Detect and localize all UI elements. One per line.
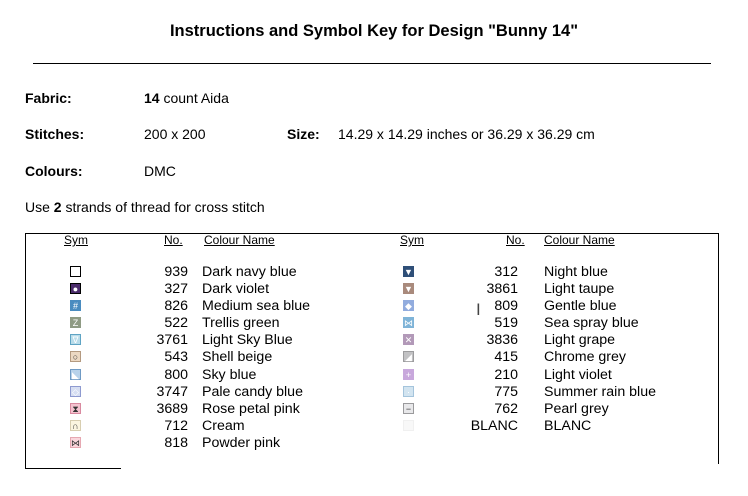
colour-row	[70, 298, 370, 315]
size-label: Size:	[287, 126, 320, 142]
colour-row	[403, 264, 713, 281]
stitch-symbol-icon	[70, 300, 81, 311]
page-title: Instructions and Symbol Key for Design "Bunny 14"	[169, 22, 579, 40]
colour-number: 3836	[486, 332, 518, 349]
colour-row	[403, 281, 713, 298]
colour-name: Pearl grey	[544, 400, 609, 417]
colour-row	[403, 401, 713, 418]
colour-name: Dark navy blue	[202, 264, 297, 280]
stitch-symbol-glyph: ●	[72, 284, 79, 295]
stitches-value: 200 x 200	[144, 126, 206, 142]
key-frame-right	[718, 233, 719, 464]
left-header-sym: Sym	[64, 233, 88, 247]
stitch-symbol-icon	[403, 403, 414, 414]
colour-number: 3761	[156, 332, 188, 349]
stitch-symbol-glyph: Z	[72, 318, 79, 329]
colour-row	[403, 349, 713, 366]
stitch-symbol-glyph: +	[405, 369, 412, 380]
fabric-text: count Aida	[163, 90, 229, 106]
colour-name: Sea spray blue	[544, 315, 639, 332]
colour-number: 3689	[156, 400, 188, 417]
colour-row	[70, 281, 370, 298]
colour-name: Sky blue	[202, 366, 257, 383]
stitch-symbol-icon	[70, 369, 81, 380]
stitch-symbol-glyph: ◆	[405, 301, 412, 312]
stitch-symbol-glyph: ◣	[72, 369, 79, 380]
stitch-symbol-glyph: ▼	[404, 284, 413, 295]
stitch-symbol-icon	[70, 386, 81, 397]
colour-row	[403, 384, 713, 401]
stitch-symbol-icon	[70, 334, 81, 345]
text-cursor-icon: I	[476, 300, 481, 319]
stitch-symbol-glyph: ⧗	[72, 403, 79, 414]
stitch-symbol-glyph: ▼	[404, 267, 413, 277]
left-header-name: Colour Name	[204, 233, 275, 247]
stitch-symbol-glyph: −	[405, 403, 412, 414]
colour-name: Cream	[202, 417, 245, 434]
colours-label: Colours:	[25, 163, 83, 179]
stitch-symbol-icon	[70, 420, 81, 431]
stitch-symbol-icon	[403, 369, 414, 380]
stitch-symbol-icon	[70, 283, 81, 294]
size-value: 14.29 x 14.29 inches or 36.29 x 36.29 cm	[338, 126, 595, 142]
colour-number: 3861	[486, 281, 518, 298]
stitch-symbol-icon	[70, 437, 81, 448]
strands-count: 2	[53, 199, 62, 215]
colour-name: Summer rain blue	[544, 383, 656, 400]
stitch-symbol-glyph: ·	[407, 386, 410, 397]
colour-number: 543	[164, 349, 188, 366]
colour-name: Trellis green	[202, 315, 280, 332]
colour-row	[403, 418, 713, 435]
stitch-symbol-icon	[403, 317, 414, 328]
stitch-symbol-glyph: ◢	[405, 352, 412, 363]
colour-number: 415	[494, 349, 518, 366]
stitch-symbol-icon	[403, 351, 414, 362]
stitch-symbol-icon	[403, 386, 414, 397]
colour-number: 939	[164, 264, 188, 280]
stitch-symbol-glyph: ◇	[72, 386, 79, 397]
right-header-sym: Sym	[400, 233, 424, 247]
right-colour-list	[403, 264, 713, 435]
colour-name: Light Sky Blue	[202, 332, 293, 349]
colour-number: 522	[164, 315, 188, 332]
colour-number: 818	[164, 434, 188, 451]
colour-number: BLANC	[470, 417, 518, 434]
colour-number: 312	[494, 264, 518, 280]
colour-row	[70, 401, 370, 418]
colour-name: Chrome grey	[544, 349, 627, 366]
colour-name: Medium sea blue	[202, 298, 311, 315]
colour-number: 762	[494, 400, 518, 417]
colour-row	[403, 332, 713, 349]
colour-name: Rose petal pink	[202, 400, 300, 417]
colour-number: 327	[164, 281, 188, 298]
colour-row	[70, 435, 370, 452]
colour-row	[70, 418, 370, 435]
stitch-symbol-glyph: ⋈	[404, 318, 413, 329]
colour-row	[403, 298, 713, 315]
stitch-symbol-icon	[403, 334, 414, 345]
strands-suffix: strands of thread for cross stitch	[65, 199, 265, 215]
colour-row	[70, 315, 370, 332]
colour-name: Light grape	[544, 332, 615, 349]
colour-name: Powder pink	[202, 434, 281, 451]
right-header-no: No.	[506, 233, 525, 247]
stitch-symbol-icon	[70, 403, 81, 414]
stitch-symbol-icon	[403, 300, 414, 311]
colour-row	[70, 384, 370, 401]
colour-name: Light violet	[544, 366, 612, 383]
strands-prefix: Use	[25, 199, 50, 215]
colour-number: 826	[164, 298, 188, 315]
stitch-symbol-glyph: ∩	[72, 420, 79, 431]
colour-name: Pale candy blue	[202, 383, 303, 400]
stitch-symbol-icon	[70, 317, 81, 328]
key-frame-left	[25, 233, 26, 469]
stitch-symbol-glyph: ⋈	[71, 437, 80, 448]
colour-name: Shell beige	[202, 349, 273, 366]
strands-instruction	[25, 199, 265, 215]
colour-number: 3747	[156, 383, 188, 400]
right-header-name: Colour Name	[544, 233, 615, 247]
title-divider	[33, 63, 711, 64]
colour-name: Gentle blue	[544, 298, 617, 315]
fabric-value	[144, 90, 229, 106]
colour-number: 519	[494, 315, 518, 332]
colour-row	[70, 367, 370, 384]
stitch-symbol-icon	[70, 351, 81, 362]
stitch-symbol-icon	[403, 266, 414, 277]
stitch-symbol-glyph: #	[72, 301, 78, 312]
key-frame-bottom	[25, 468, 121, 469]
left-header-no: No.	[164, 233, 183, 247]
colour-number: 210	[494, 366, 518, 383]
colour-name: Light taupe	[544, 281, 615, 298]
left-colour-list	[70, 264, 370, 452]
colours-value: DMC	[144, 163, 176, 179]
stitch-symbol-glyph: ∇	[72, 335, 79, 346]
colour-number: 800	[164, 366, 188, 383]
colour-name: Night blue	[544, 264, 608, 280]
stitch-symbol-icon	[403, 420, 414, 431]
stitch-symbol-glyph: ○	[72, 352, 79, 363]
stitches-label: Stitches:	[25, 126, 85, 142]
colour-row	[70, 264, 370, 281]
colour-row	[70, 349, 370, 366]
colour-row	[403, 367, 713, 384]
colour-number: 775	[494, 383, 518, 400]
fabric-count: 14	[144, 90, 160, 106]
stitch-symbol-icon	[403, 283, 414, 294]
colour-name: BLANC	[544, 417, 592, 434]
fabric-label: Fabric:	[25, 90, 72, 106]
colour-row	[70, 332, 370, 349]
colour-name: Dark violet	[202, 281, 270, 298]
stitch-symbol-glyph: ✕	[404, 335, 413, 346]
colour-number: 809	[494, 298, 518, 315]
stitch-symbol-icon	[70, 266, 81, 277]
colour-number: 712	[164, 417, 188, 434]
colour-row	[403, 315, 713, 332]
